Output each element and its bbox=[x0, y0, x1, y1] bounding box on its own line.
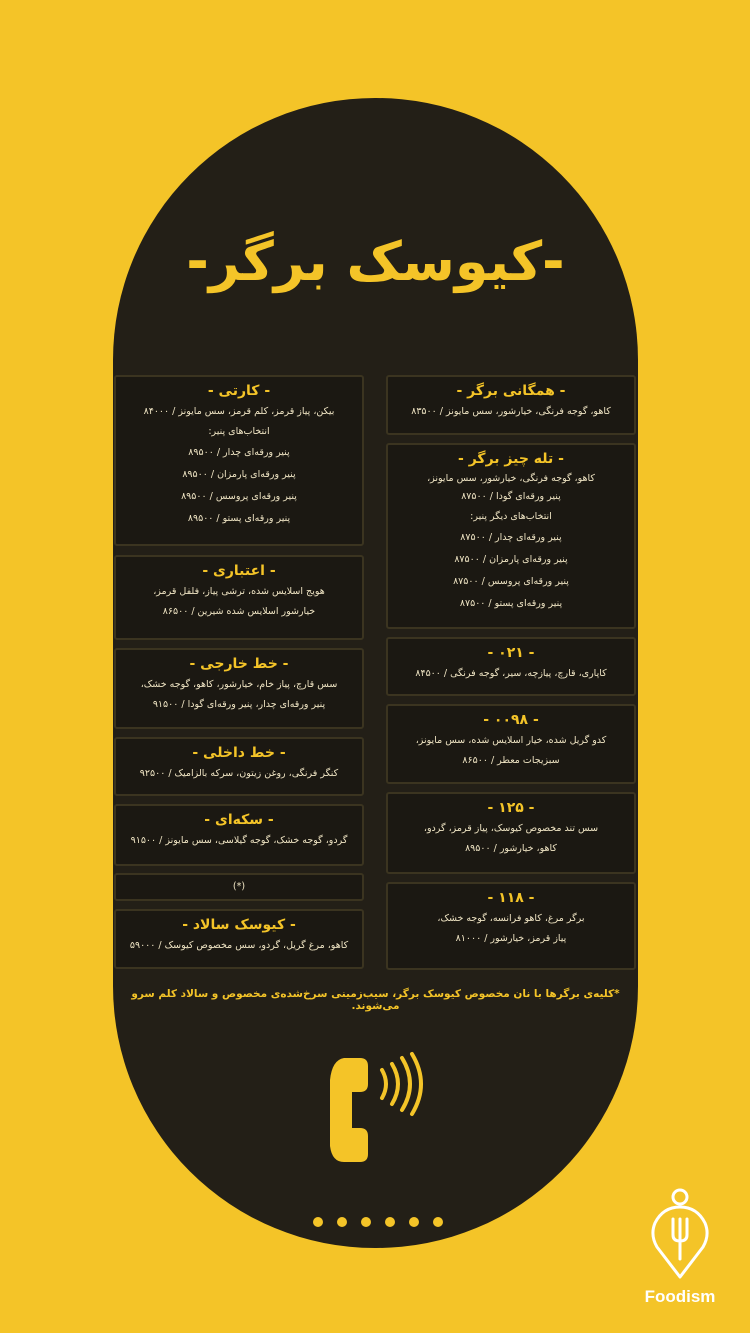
card-line: پنیر ورقه‌ای پستو / ۸۷۵۰۰ bbox=[459, 598, 563, 609]
card-line: کنگر فرنگی، روغن زیتون، سرکه بالزامیک / ۹۲۵۰۰ bbox=[139, 768, 339, 779]
menu-card-0098 bbox=[386, 704, 636, 784]
card-title: - کیوسک سالاد - bbox=[182, 917, 296, 933]
menu-card-asterisk bbox=[114, 873, 364, 901]
card-line: کاپاری، قارچ، پیازچه، سیر، گوجه فرنگی / ۸۴۵۰۰ bbox=[415, 668, 607, 679]
card-title: - تله چیز برگر - bbox=[458, 451, 564, 467]
card-line: پنیر ورقه‌ای پروسس / ۸۹۵۰۰ bbox=[181, 491, 297, 502]
card-line: کاهو، گوجه فرنگی، خیارشور، سس مایونز / ۸۳۵۰۰ bbox=[411, 406, 611, 417]
card-line: پیاز قرمز، خیارشور / ۸۱۰۰۰ bbox=[455, 933, 567, 944]
card-title: - ۱۲۵ - bbox=[487, 800, 535, 816]
foodism-brand bbox=[620, 1185, 740, 1307]
card-title: - ۰۲۱ - bbox=[487, 645, 535, 661]
brand-name: Foodism bbox=[644, 1287, 716, 1306]
menu-card-021 bbox=[386, 637, 636, 696]
decorative-dots bbox=[313, 1217, 443, 1227]
phone-icon bbox=[324, 1050, 434, 1174]
card-line: پنیر ورقه‌ای پارمزان / ۸۹۵۰۰ bbox=[182, 469, 296, 480]
dot bbox=[361, 1217, 371, 1227]
page-title: -کیوسک برگر- bbox=[186, 230, 565, 293]
card-line: بیکن، پیاز قرمز، کلم قرمز، سس مایونز / ۸۴۰۰۰ bbox=[143, 406, 335, 417]
card-title: - ۱۱۸ - bbox=[487, 890, 535, 906]
card-title: - ۰۰۹۸ - bbox=[483, 712, 539, 728]
card-line: انتخاب‌های پنیر: bbox=[208, 426, 270, 437]
menu-card-sekkei bbox=[114, 804, 364, 866]
menu-card-etebari bbox=[114, 555, 364, 640]
menu-card-khat-khareji bbox=[114, 648, 364, 729]
menu-card-kiosk-salad bbox=[114, 909, 364, 969]
card-title: - سکه‌ای - bbox=[204, 812, 274, 828]
card-line: پنیر ورقه‌ای چدار / ۸۹۵۰۰ bbox=[188, 447, 290, 458]
card-title: - کارتی - bbox=[207, 383, 271, 399]
card-line: سس قارچ، پیاز خام، خیارشور، کاهو، گوجه خشک، bbox=[140, 679, 338, 690]
card-line: خیارشور اسلایس شده شیرین / ۸۶۵۰۰ bbox=[162, 606, 316, 617]
dot bbox=[313, 1217, 323, 1227]
card-line: کاهو، گوجه فرنگی، خیارشور، سس مایونز، bbox=[427, 473, 595, 484]
card-line: پنیر ورقه‌ای پارمزان / ۸۷۵۰۰ bbox=[454, 554, 568, 565]
card-line: پنیر ورقه‌ای پروسس / ۸۷۵۰۰ bbox=[453, 576, 569, 587]
menu-card-hamegani bbox=[386, 375, 636, 435]
dot bbox=[337, 1217, 347, 1227]
menu-card-karti bbox=[114, 375, 364, 546]
card-line: کاهو، خیارشور / ۸۹۵۰۰ bbox=[465, 843, 557, 854]
menu-card-tele-cheese bbox=[386, 443, 636, 629]
card-line: پنیر ورقه‌ای چدار، پنیر ورقه‌ای گودا / ۹۱۵۰۰ bbox=[152, 699, 326, 710]
card-line: سبزیجات معطر / ۸۶۵۰۰ bbox=[462, 755, 560, 766]
card-line: سس تند مخصوص کیوسک، پیاز قرمز، گردو، bbox=[423, 823, 599, 834]
card-line: کدو گریل شده، خیار اسلایس شده، سس مایونز، bbox=[415, 735, 607, 746]
menu-card-khat-dakheli bbox=[114, 737, 364, 796]
card-title: - اعتباری - bbox=[202, 563, 276, 579]
dot bbox=[385, 1217, 395, 1227]
card-line: (*) bbox=[232, 881, 246, 892]
menu-card-118 bbox=[386, 882, 636, 970]
card-title: - همگانی برگر - bbox=[456, 383, 566, 399]
dot bbox=[433, 1217, 443, 1227]
card-line: پنیر ورقه‌ای چدار / ۸۷۵۰۰ bbox=[460, 532, 562, 543]
card-title: - خط داخلی - bbox=[192, 745, 286, 761]
dot bbox=[409, 1217, 419, 1227]
card-line: انتخاب‌های دیگر پنیر: bbox=[470, 511, 552, 522]
card-title: - خط خارجی - bbox=[189, 656, 289, 672]
card-line: گردو، گوجه خشک، گوجه گیلاسی، سس مایونز / ۹۱۵۰۰ bbox=[130, 835, 348, 846]
card-line: برگر مرغ، کاهو فرانسه، گوجه خشک، bbox=[437, 913, 585, 924]
foodism-logo-icon bbox=[645, 1185, 715, 1285]
card-line: هویج اسلایس شده، ترشی پیاز، فلفل قرمز، bbox=[153, 586, 325, 597]
menu-card-125 bbox=[386, 792, 636, 874]
footnote: *کلیه‌ی برگرها با نان مخصوص کیوسک برگر، سیب‌زمینی سرخ‌شده‌ی مخصوص و سالاد کلم سرو می‌شوند. bbox=[131, 988, 620, 1012]
card-line: کاهو، مرغ گریل، گردو، سس مخصوص کیوسک / ۵۹۰۰۰ bbox=[129, 940, 349, 951]
card-line: پنیر ورقه‌ای پستو / ۸۹۵۰۰ bbox=[187, 513, 291, 524]
card-line: پنیر ورقه‌ای گودا / ۸۷۵۰۰ bbox=[461, 491, 561, 502]
